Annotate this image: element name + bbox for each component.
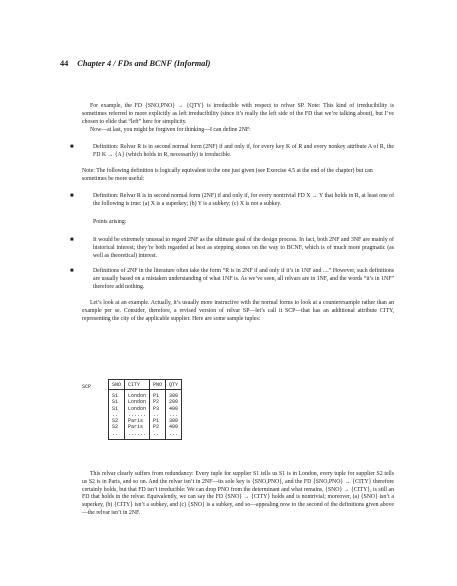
bullet-square-icon: ■ xyxy=(70,237,74,243)
table-cell: ...... xyxy=(125,431,150,439)
paragraph-now-define: Now—at last, you might be forgiven for thinking—I can define 2NF: xyxy=(90,127,251,133)
definition-2nf-second: Definition: Relvar R is in second normal form (2NF) if and only if, for every nontrivial FD X → Y that holds in R, at least one of the following is true: (a) X is a superkey; (b) Y is a subkey; (c) X is not a subkey. xyxy=(93,193,394,207)
table-cell: 400 xyxy=(166,406,182,412)
bullet-square-icon: ■ xyxy=(70,144,74,150)
table-cell: P3 xyxy=(150,406,166,412)
table-cell: 300 xyxy=(166,390,182,400)
table-cell: ... xyxy=(166,431,182,439)
table-cell: 400 xyxy=(166,424,182,430)
bullet-square-icon: ■ xyxy=(70,268,74,274)
column-header: PNO xyxy=(150,380,166,390)
table-cell: .. xyxy=(150,431,166,439)
table-cell: ...... xyxy=(125,412,150,418)
page-number: 44 xyxy=(60,59,69,68)
table-cell: S1 xyxy=(109,406,125,412)
table-row xyxy=(109,390,182,400)
column-header: CITY xyxy=(125,380,150,390)
table-cell: P1 xyxy=(150,390,166,400)
table-cell: S1 xyxy=(109,390,125,400)
table-row xyxy=(109,431,182,439)
table-cell: .. xyxy=(109,412,125,418)
bullet-square-icon: ■ xyxy=(70,193,74,199)
table-cell: Paris xyxy=(125,418,150,424)
points-arising-label: Points arising: xyxy=(93,219,127,225)
paragraph-example: Let’s look at an example. Actually, it’s usually more instructive with the normal forms to look at a counterexample rather than an example per se. Consider, therefore, a revised version of relvar SP—let’s call it SCP—that has an additional attribute CITY, representing the city of the applicable supplier. Here are some sample tuples: xyxy=(82,300,394,322)
table-cell: 200 xyxy=(166,399,182,405)
table-cell: London xyxy=(125,399,150,405)
chapter-title: Chapter 4 / FDs and BCNF (Informal) xyxy=(77,59,211,68)
paragraph-redundancy: This relvar clearly suffers from redundancy: Every tuple for supplier S1 tells us S1 is in London, every tuple for supplier S2 tells us S2 is in Paris, and so on. And the relvar isn’t in 2NF—its sole key is {SNO,PNO}, and the FD {SNO,PNO} → {CITY} therefore certainly holds, but that FD isn’t irreducible: We can drop PNO from the determinant and what remains, {SNO} → {CITY}, is still an FD that holds in the relvar. Equivalently, we can say the FD {SNO} → {CITY} holds and is nontrivial; moreover, (a) {SNO} isn’t a superkey, (b) {CITY} isn’t a subkey, and (c) {SNO} is a subkey, and so—appealing now to the second of the definitions given above—the relvar isn’t in 2NF. xyxy=(82,471,394,516)
table-cell: Paris xyxy=(125,424,150,430)
table-cell: P2 xyxy=(150,399,166,405)
table-cell: London xyxy=(125,406,150,412)
table-cell: P2 xyxy=(150,424,166,430)
point-ultimate-goal: It would be extremely unusual to regard 2NF as the ultimate goal of the design process. In fact, both 2NF and 3NF are mainly of historical interest; they’re both regarded at best as stepping stones on the way to BCNF, which is of much more pragmatic (as well as theoretical) interest. xyxy=(93,237,394,259)
table-cell: P1 xyxy=(150,418,166,424)
running-header xyxy=(60,59,210,68)
table-cell: ... xyxy=(166,412,182,418)
table-cell: S2 xyxy=(109,424,125,430)
column-header: SNO xyxy=(109,380,125,390)
table-cell: London xyxy=(125,390,150,400)
table-cell: .. xyxy=(150,412,166,418)
point-literature-definitions: Definitions of 2NF in the literature often take the form “R is in 2NF if and only if it’s in 1NF and ....” However, such definitions are usually based on a mistaken understanding of what 1NF is. As we’ve seen, all relvars are in 1NF, and the words “it’s in 1NF” therefore add nothing. xyxy=(93,268,394,290)
paragraph-irreducibility: For example, the FD {SNO,PNO} → {QTY} is irreducible with respect to relvar SP. Note: This kind of irreducibility is sometimes referred to more explicitly as left irreducibility (since it’s really the left side of the FD that we’re talking about), but I’ve chosen to elide that “left” here for simplicity. xyxy=(82,103,394,125)
column-header: QTY xyxy=(166,380,182,390)
relvar-name: SCP xyxy=(82,384,92,390)
table-cell: S2 xyxy=(109,418,125,424)
table-cell: .. xyxy=(109,431,125,439)
definition-2nf-first: Definition: Relvar R is in second normal form (2NF) if and only if, for every key K of R and every nonkey attribute A of R, the FD K → {A} (which holds in R, necessarily) is irreducible. xyxy=(93,144,394,158)
table-cell: S1 xyxy=(109,399,125,405)
table-cell: 300 xyxy=(166,418,182,424)
note-paragraph: Note: The following definition is logically equivalent to the one just given (see Exercise 4.5 at the end of the chapter) but can sometimes be more useful: xyxy=(82,168,373,182)
relvar-table xyxy=(108,379,182,440)
